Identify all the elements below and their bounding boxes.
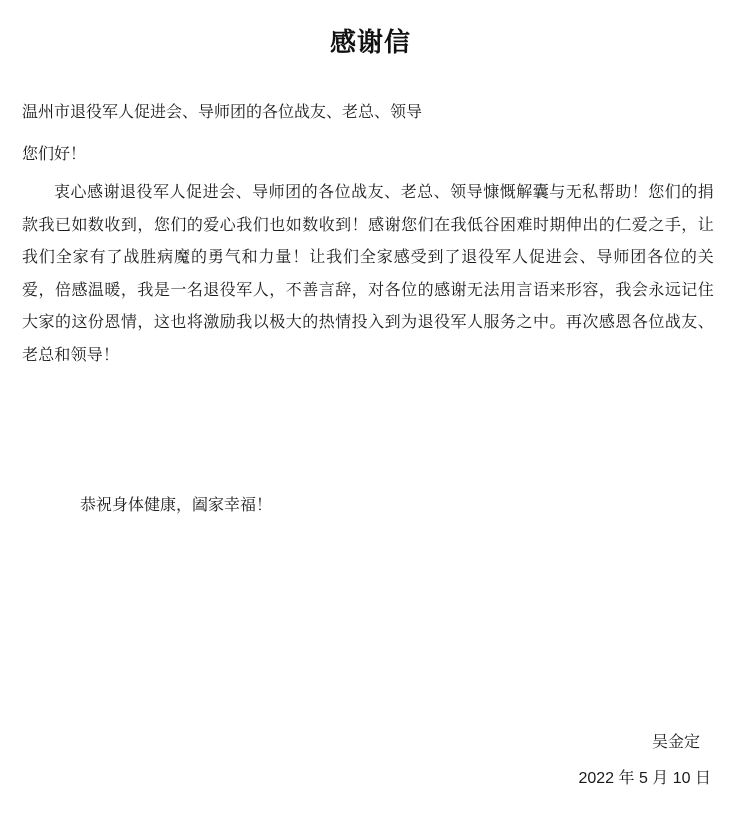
closing-wishes: 恭祝身体健康，阖家幸福！ [80,495,273,514]
greeting: 您们好！ [22,144,87,163]
letter-body: 衷心感谢退役军人促进会、导师团的各位战友、老总、领导慷慨解囊与无私帮助！您们的捐款我已如数收到，您们的爱心我们也如数收到！感谢您们在我低谷困难时期伸出的仁爱之手，让我们全家有了战胜病魔的勇气和力量！让我们全家感受到了退役军人促进会、导师团各位的关爱，倍感温暖，我是一名退役军人，不善言辞，对各位的感谢无法用言语来形容，我会永远记住大家的这份恩情，这也将激励我以极大的热情投入到为退役军人服务之中。再次感恩各位战友、老总和领导！ [22,182,714,364]
signature: 吴金定 [651,732,700,751]
salutation: 温州市退役军人促进会、导师团的各位战友、老总、领导 [22,102,423,121]
letter-date: 2022 年 5 月 10 日 [578,770,711,787]
page-title: 感谢信 [329,28,411,58]
